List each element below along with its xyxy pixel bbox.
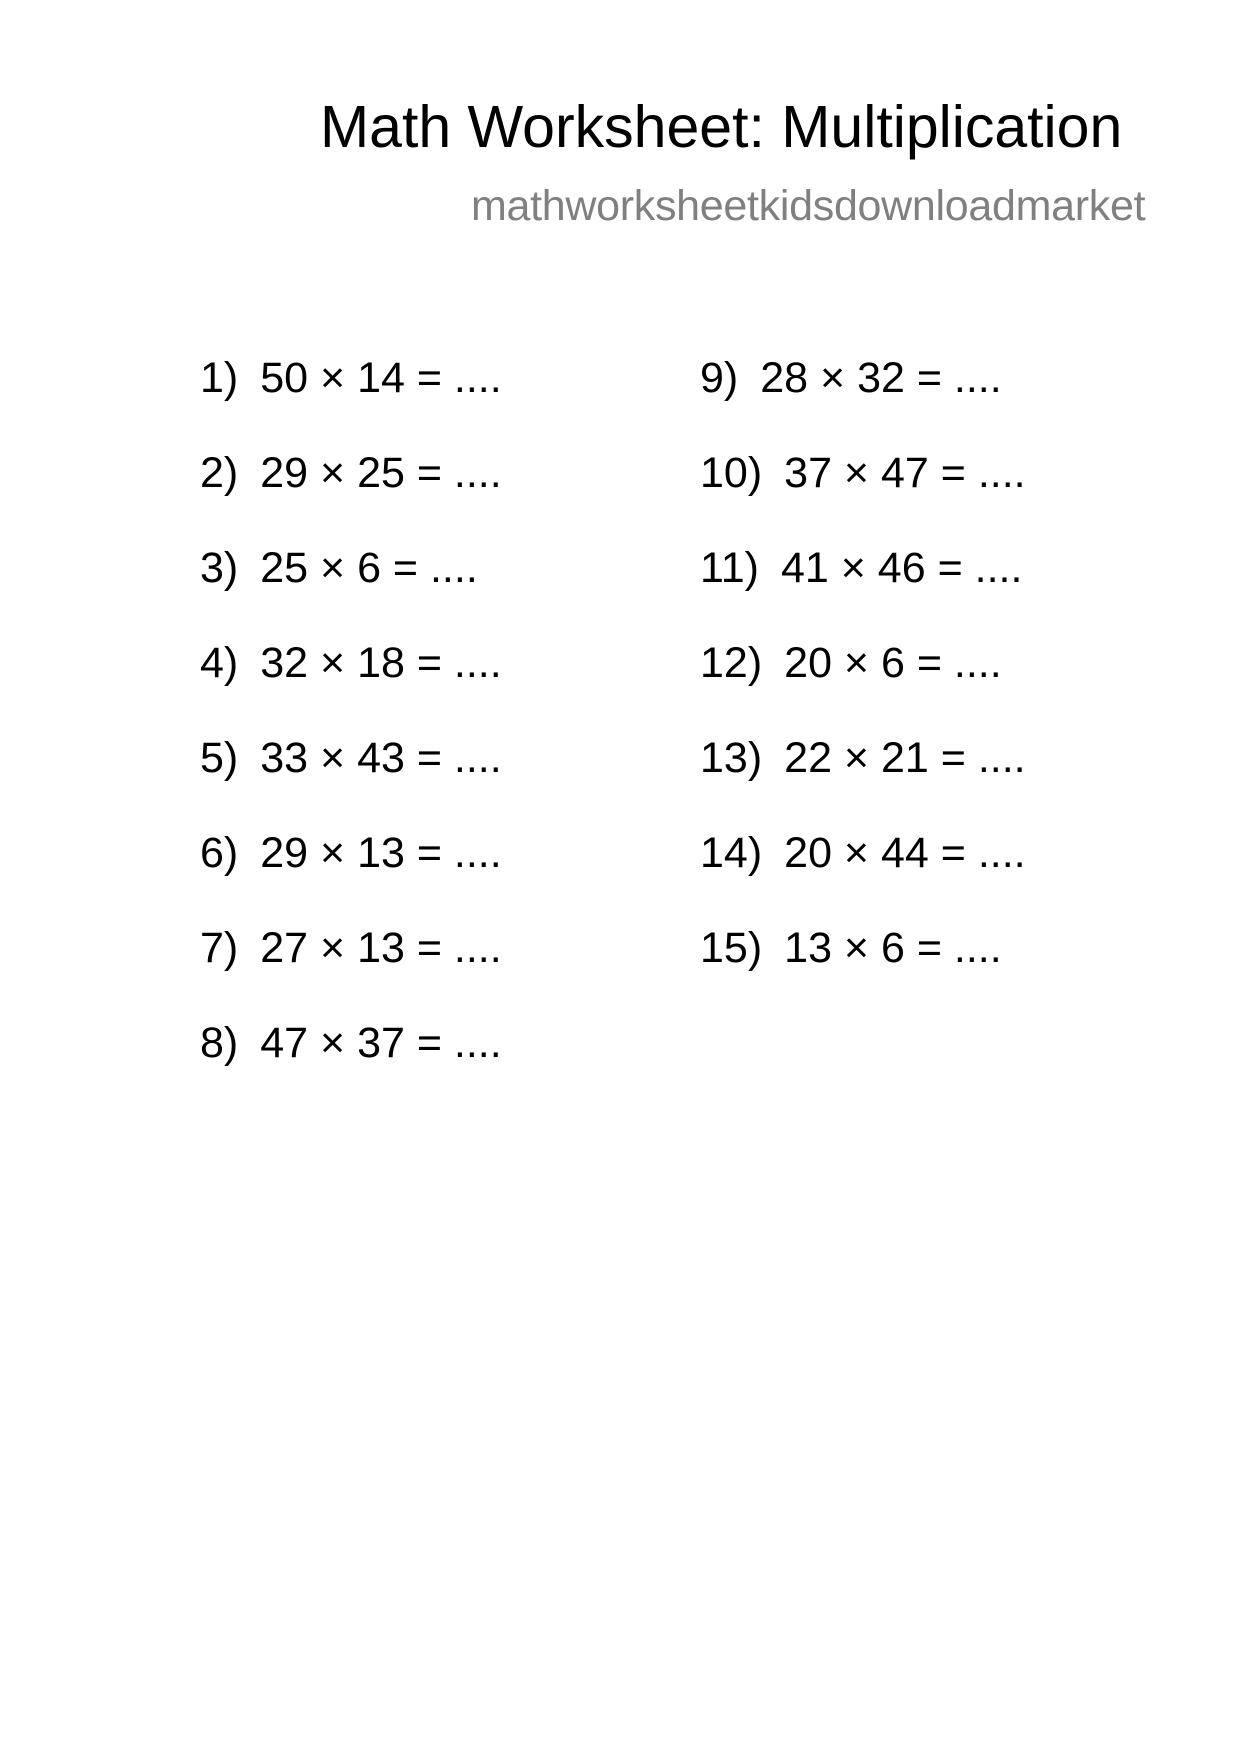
problem-number: 2) [200,449,239,497]
problem-item [200,1019,502,1067]
problem-item [700,544,1023,592]
problem-expression: 50 × 14 = .... [260,354,502,402]
problem-expression: 41 × 46 = .... [780,544,1023,592]
problem-item [700,924,1002,972]
problem-expression: 20 × 6 = .... [784,639,1002,687]
problem-number: 8) [200,1019,239,1067]
problem-number: 14) [700,829,763,877]
problem-item [700,829,1026,877]
problem-number: 6) [200,829,239,877]
problem-expression: 22 × 21 = .... [784,734,1026,782]
page-title: Math Worksheet: Multiplication [320,94,1123,160]
problem-number: 12) [700,639,763,687]
problem-expression: 13 × 6 = .... [784,924,1002,972]
problem-item [700,639,1002,687]
problem-number: 9) [700,354,739,402]
problem-number: 1) [200,354,239,402]
problem-number: 15) [700,924,763,972]
problem-item [200,924,502,972]
problem-item [200,734,502,782]
problem-expression: 20 × 44 = .... [784,829,1026,877]
problem-expression: 25 × 6 = .... [260,544,478,592]
problem-item [700,449,1026,497]
problem-expression: 29 × 13 = .... [260,829,502,877]
problem-item [700,354,1002,402]
problem-item [200,639,502,687]
page-subtitle: mathworksheetkidsdownloadmarket [471,182,1146,230]
problem-item [200,544,478,592]
problem-expression: 37 × 47 = .... [784,449,1026,497]
problem-item [700,734,1026,782]
problem-number: 7) [200,924,239,972]
problem-number: 5) [200,734,239,782]
problem-expression: 47 × 37 = .... [260,1019,502,1067]
problem-number: 10) [700,449,763,497]
problem-expression: 29 × 25 = .... [260,449,502,497]
problem-expression: 28 × 32 = .... [760,354,1002,402]
problem-number: 3) [200,544,239,592]
problem-expression: 33 × 43 = .... [260,734,502,782]
problem-expression: 32 × 18 = .... [260,639,502,687]
problem-number: 11) [700,544,759,592]
problem-item [200,449,502,497]
problem-item [200,829,502,877]
problem-expression: 27 × 13 = .... [260,924,502,972]
problem-number: 4) [200,639,239,687]
problem-number: 13) [700,734,763,782]
problem-item [200,354,502,402]
